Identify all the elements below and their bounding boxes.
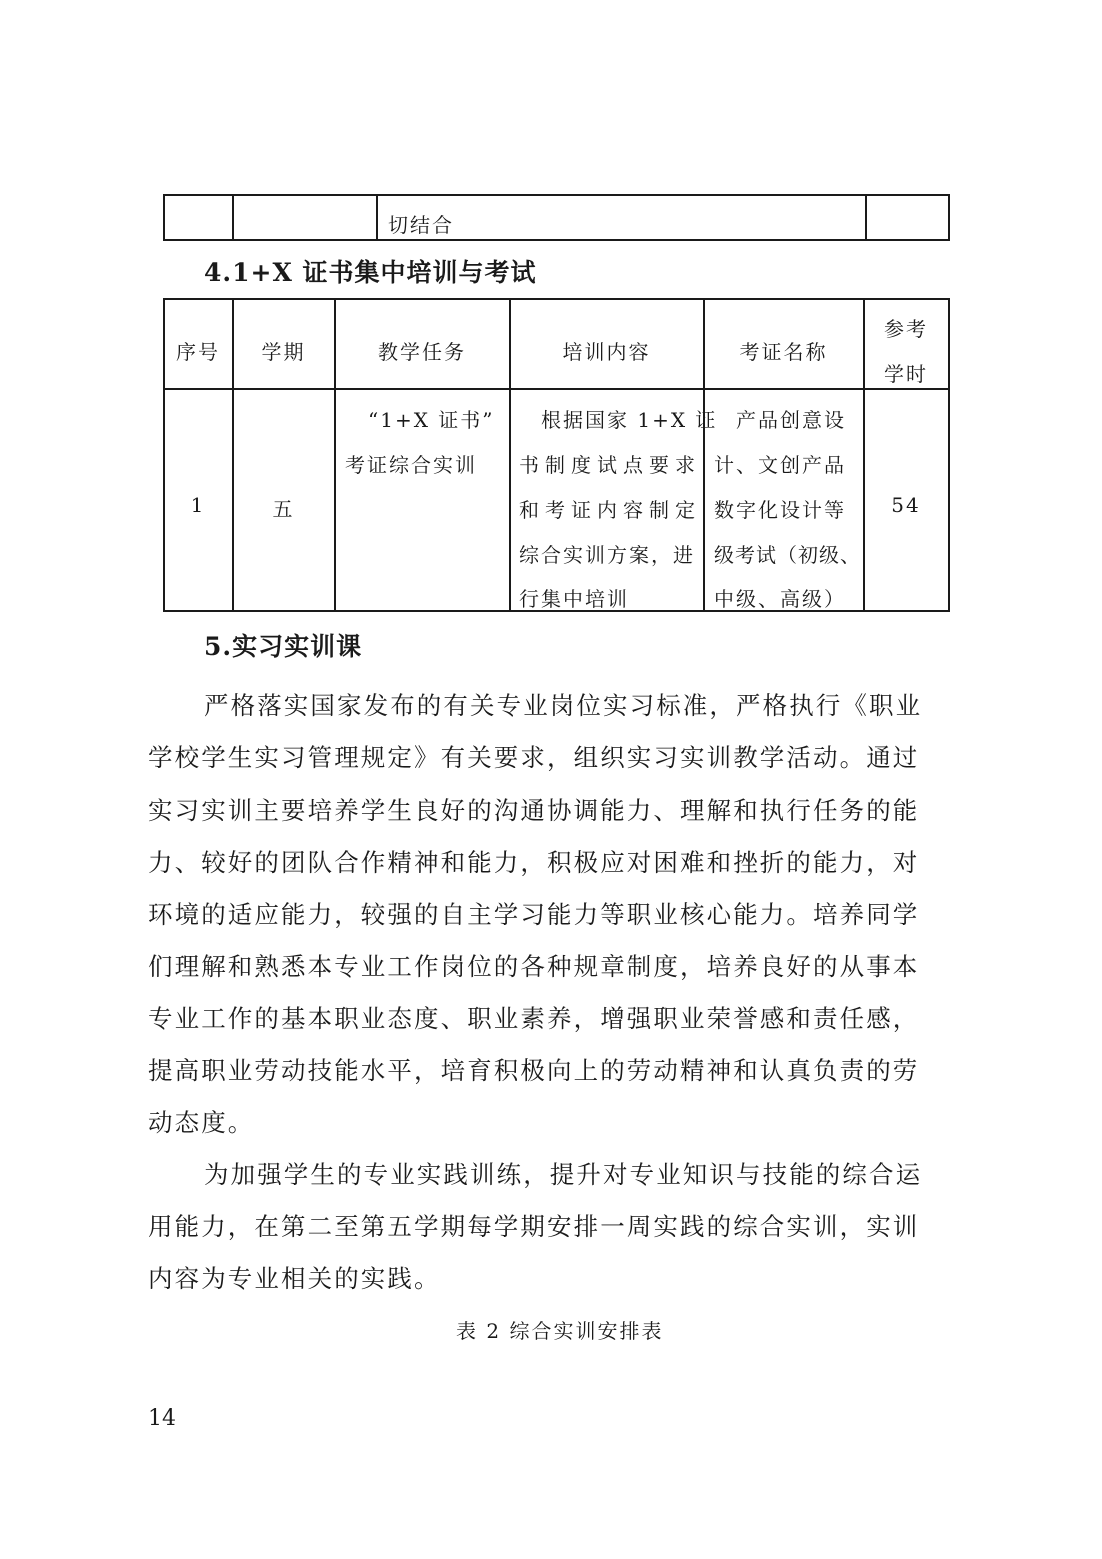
paragraph-line: 提高职业劳动技能水平，培育积极向上的劳动精神和认真负责的劳 [148,1056,920,1085]
paragraph-line: 为加强学生的专业实践训练，提升对专业知识与技能的综合运 [204,1160,923,1189]
table-cell-hours: 54 [891,493,921,517]
table-cell-content: 和考证内容制定 [519,498,701,522]
table-cell-term: 五 [272,497,295,521]
table-cell-seq: 1 [190,493,206,517]
table-header-content: 培训内容 [562,340,651,364]
paragraph-line: 专业工作的基本职业态度、职业素养，增强职业荣誉感和责任感， [148,1004,920,1033]
table-cell-content: 行集中培训 [519,587,629,611]
table-caption: 表 2 综合实训安排表 [456,1319,664,1343]
paragraph-line: 用能力，在第二至第五学期每学期安排一周实践的综合实训，实训 [148,1212,920,1241]
paragraph-line: 环境的适应能力，较强的自主学习能力等职业核心能力。培养同学 [148,900,920,929]
table-cell-cert: 产品创意设 [736,408,846,432]
table-header-term: 学期 [261,340,306,364]
table-cell-content: 书制度试点要求 [519,453,701,477]
table-header-hours: 参考 [884,317,928,341]
table-cell-content: 综合实训方案，进 [519,543,695,567]
paragraph-line: 严格落实国家发布的有关专业岗位实习标准，严格执行《职业 [204,691,923,720]
table-header-task: 教学任务 [378,340,466,364]
table-header-cert: 考证名称 [739,340,828,364]
paragraph-line: 学校学生实习管理规定》有关要求，组织实习实训教学活动。通过 [148,743,920,772]
page-number: 14 [148,1406,176,1431]
paragraph-line: 们理解和熟悉本专业工作岗位的各种规章制度，培养良好的从事本 [148,952,920,981]
paragraph-line: 实习实训主要培养学生良好的沟通协调能力、理解和执行任务的能 [148,796,920,825]
table-cell-cert: 中级、高级） [714,587,846,611]
paragraph-line: 力、较好的团队合作精神和能力，积极应对困难和挫折的能力，对 [148,848,920,877]
section-heading: 5.实习实训课 [204,632,363,661]
table-header-seq: 序号 [176,340,220,364]
table-cell-task: “1+X 证书” [368,408,495,432]
table-header-hours: 学时 [884,362,928,386]
paragraph-line: 内容为专业相关的实践。 [148,1264,441,1293]
paragraph-line: 动态度。 [148,1108,255,1137]
table-cell-cert: 数字化设计等 [714,498,846,522]
table-cell-content: 根据国家 1+X 证 [541,408,718,432]
table-cell-cert: 级考试（初级、 [714,543,861,567]
section-heading: 4.1+X 证书集中培训与考试 [204,258,537,287]
table-cell: 切结合 [388,213,454,237]
table-cell-cert: 计、文创产品 [714,453,846,477]
table-cell-task: 考证综合实训 [345,453,477,477]
